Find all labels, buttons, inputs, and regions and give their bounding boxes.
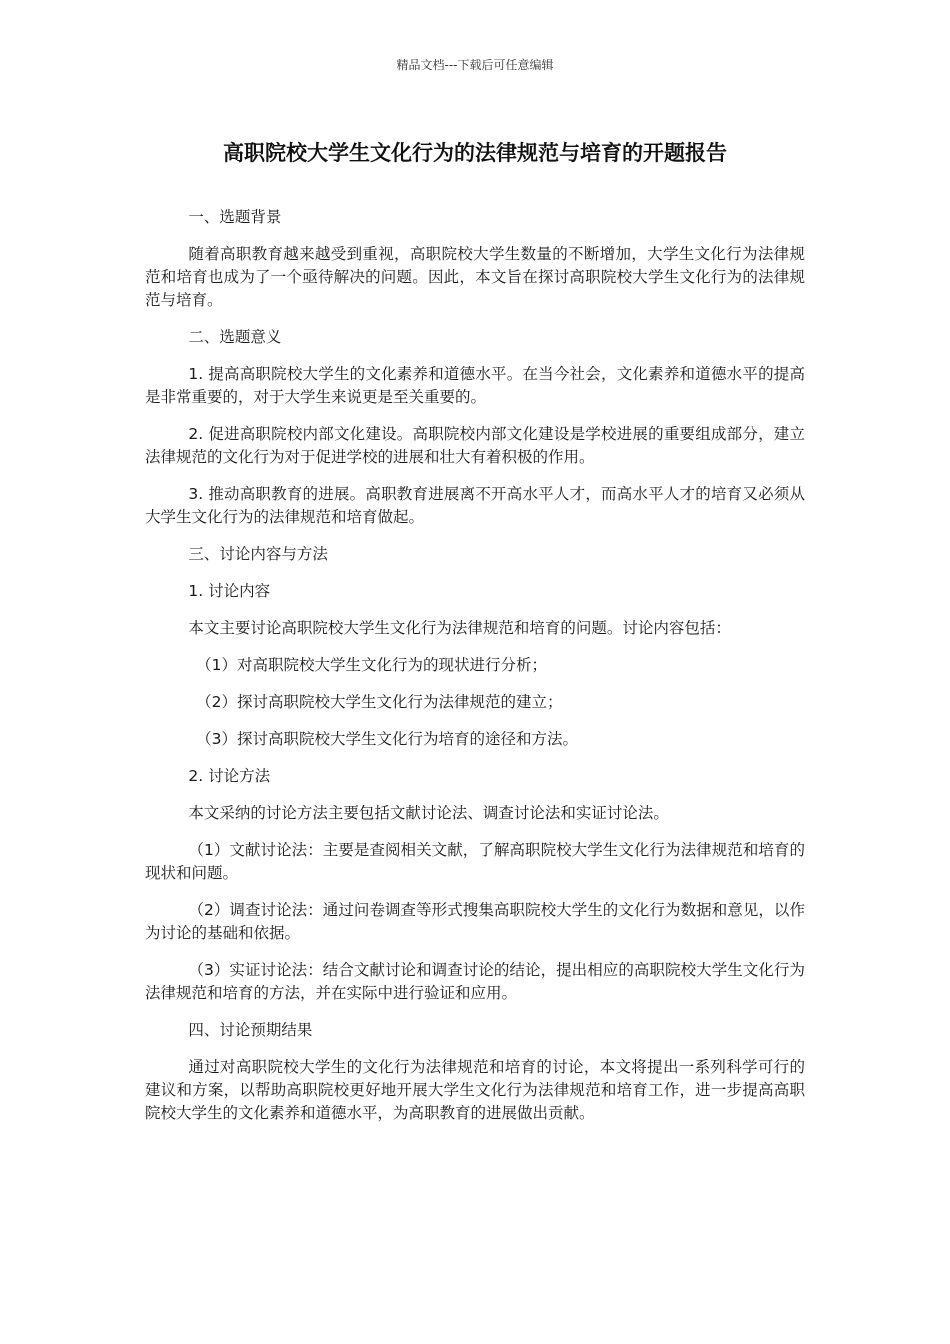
page-header-note: 精品文档---下载后可任意编辑 <box>396 58 554 72</box>
paragraph-significance-2: 2. 促进高职院校内部文化建设。高职院校内部文化建设是学校进展的重要组成部分，建立法律规范的文化行为对于促进学校的进展和壮大有着积极的作用。 <box>145 425 805 466</box>
paragraph-significance-1: 1. 提高高职院校大学生的文化素养和道德水平。在当今社会，文化素养和道德水平的提高是非常重要的，对于大学生来说更是至关重要的。 <box>145 365 805 406</box>
list-item-content-2: （2）探讨高职院校大学生文化行为法律规范的建立； <box>196 693 563 711</box>
document-body <box>145 206 805 1139</box>
section-heading-significance: 二、选题意义 <box>188 328 282 346</box>
section-heading-content-method: 三、讨论内容与方法 <box>188 545 328 563</box>
paragraph-method-empirical: （3）实证讨论法：结合文献讨论和调查讨论的结论，提出相应的高职院校大学生文化行为法律规范和培育的方法，并在实际中进行验证和应用。 <box>145 961 805 1002</box>
section-heading-expected-results: 四、讨论预期结果 <box>188 1021 313 1039</box>
paragraph-method-literature: （1）文献讨论法：主要是查阅相关文献，了解高职院校大学生文化行为法律规范和培育的现状和问题。 <box>145 841 805 882</box>
paragraph-background: 随着高职教育越来越受到重视，高职院校大学生数量的不断增加，大学生文化行为法律规范和培育也成为了一个亟待解决的问题。因此，本文旨在探讨高职院校大学生文化行为的法律规范与培育。 <box>145 245 805 309</box>
subsection-heading-content: 1. 讨论内容 <box>188 582 271 600</box>
paragraph-significance-3: 3. 推动高职教育的进展。高职教育进展离不开高水平人才，而高水平人才的培育又必须从大学生文化行为的法律规范和培育做起。 <box>145 485 805 526</box>
paragraph-expected-results: 通过对高职院校大学生的文化行为法律规范和培育的讨论，本文将提出一系列科学可行的建议和方案，以帮助高职院校更好地开展大学生文化行为法律规范和培育工作，进一步提高高职院校大学生的文化素养和道德水平，为高职教育的进展做出贡献。 <box>145 1058 805 1122</box>
list-item-content-1: （1）对高职院校大学生文化行为的现状进行分析； <box>196 656 548 674</box>
section-heading-background: 一、选题背景 <box>188 208 282 226</box>
paragraph-method-survey: （2）调查讨论法：通过问卷调查等形式搜集高职院校大学生的文化行为数据和意见，以作为讨论的基础和依据。 <box>145 901 805 942</box>
paragraph-method-intro: 本文采纳的讨论方法主要包括文献讨论法、调查讨论法和实证讨论法。 <box>188 804 669 822</box>
document-title: 高职院校大学生文化行为的法律规范与培育的开题报告 <box>223 141 727 165</box>
paragraph-content-intro: 本文主要讨论高职院校大学生文化行为法律规范和培育的问题。讨论内容包括： <box>188 619 731 637</box>
subsection-heading-method: 2. 讨论方法 <box>188 767 271 785</box>
list-item-content-3: （3）探讨高职院校大学生文化行为培育的途径和方法。 <box>196 730 579 748</box>
